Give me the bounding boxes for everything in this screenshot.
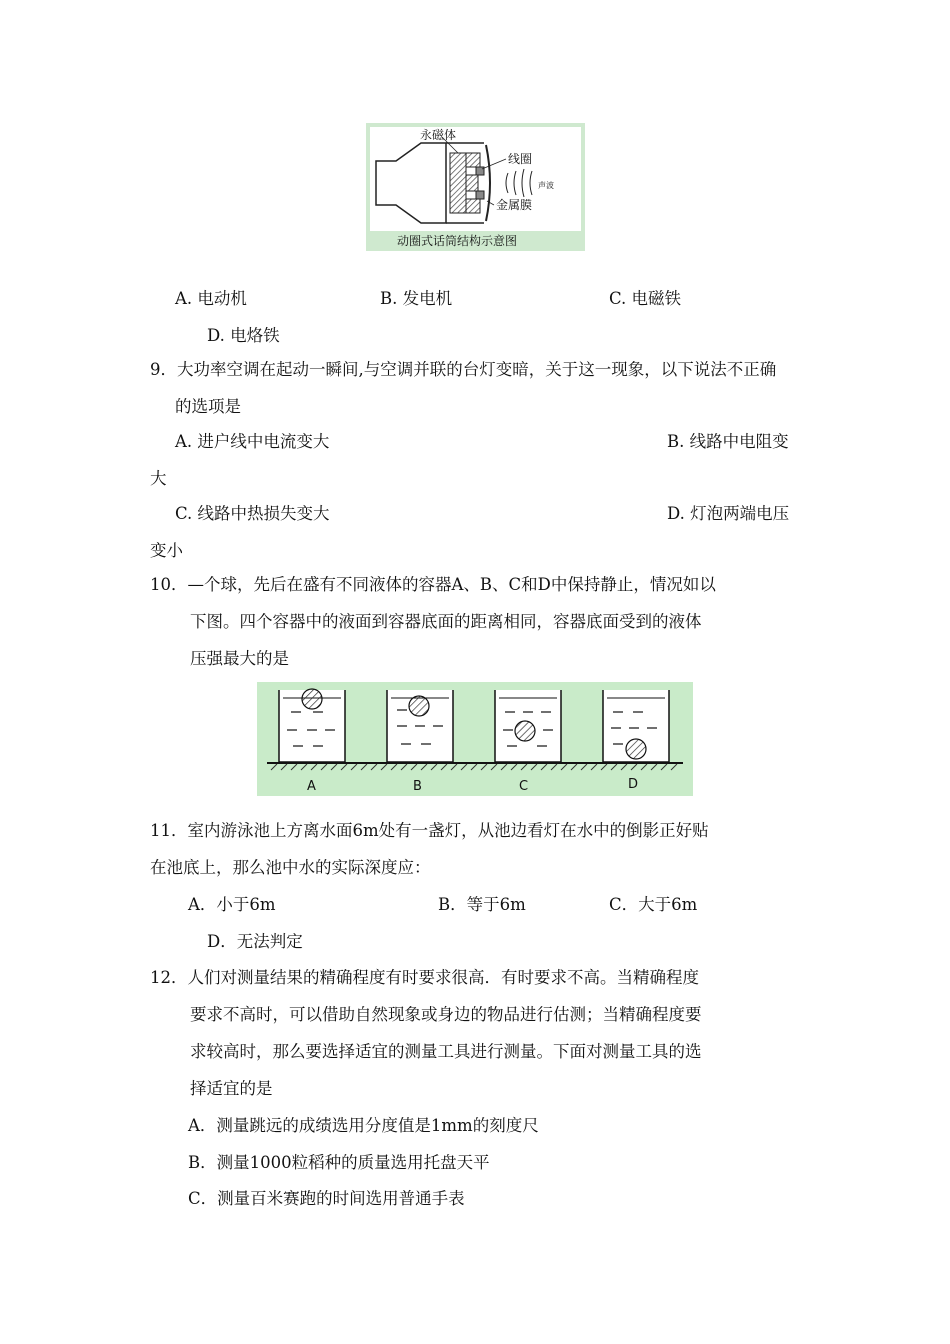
q8-option-a: A. 电动机	[175, 289, 247, 308]
label-magnet: 永磁体	[420, 128, 457, 142]
q12-option-b: B．测量1000粒稻种的质量选用托盘天平	[188, 1153, 490, 1172]
label-c: C	[519, 779, 529, 794]
q12-stem-line3: 求较高时，那么要选择适宜的测量工具进行测量。下面对测量工具的选	[190, 1042, 702, 1061]
container-a	[279, 689, 345, 762]
q11-option-c: C．大于6m	[609, 895, 698, 914]
q9-option-d-wrap: 变小	[150, 541, 183, 560]
label-a: A	[307, 779, 316, 794]
q8-option-d: D. 电烙铁	[207, 326, 280, 345]
q10-stem-line2: 下图。四个容器中的液面到容器底面的距离相同，容器底面受到的液体	[190, 612, 702, 631]
figure-caption: 动圈式话筒结构示意图	[397, 234, 518, 248]
q8-option-b: B. 发电机	[380, 289, 453, 308]
label-membrane: 金属膜	[496, 198, 533, 212]
q9-stem-line2: 的选项是	[175, 397, 241, 416]
q9-option-d: D. 灯泡两端电压	[667, 504, 790, 523]
q9-option-a: A. 进户线中电流变大	[175, 432, 330, 451]
label-coil: 线圈	[508, 152, 533, 166]
ball-d	[626, 739, 646, 759]
ball-c	[515, 721, 535, 741]
container-c	[495, 690, 561, 762]
container-b	[387, 690, 453, 762]
magnet-block	[450, 153, 466, 213]
q8-option-c: C. 电磁铁	[609, 289, 682, 308]
label-b: B	[413, 779, 422, 794]
label-sound: 声波	[538, 181, 554, 190]
q12-stem-line2: 要求不高时，可以借助自然现象或身边的物品进行估测；当精确程度要	[190, 1005, 702, 1024]
ball-a	[302, 689, 322, 709]
container-d	[603, 690, 669, 762]
q9-option-b: B. 线路中电阻变	[667, 432, 789, 451]
microphone-diagram	[366, 123, 585, 251]
q9-stem-line1: 9．大功率空调在起动一瞬间,与空调并联的台灯变暗，关于这一现象，以下说法不正确	[150, 360, 777, 379]
q11-option-d: D．无法判定	[207, 932, 303, 951]
q12-stem-line1: 12．人们对测量结果的精确程度有时要求很高．有时要求不高。当精确程度	[150, 968, 699, 987]
q10-stem-line3: 压强最大的是	[190, 649, 289, 668]
containers-diagram	[257, 682, 693, 796]
q11-option-b: B．等于6m	[438, 895, 526, 914]
q9-option-c: C. 线路中热损失变大	[175, 504, 330, 523]
coil-shape	[476, 167, 484, 175]
label-d: D	[628, 777, 639, 792]
q12-option-a: A．测量跳远的成绩选用分度值是1mm的刻度尺	[188, 1116, 539, 1135]
q11-stem-line1: 11．室内游泳池上方离水面6m处有一盏灯，从池边看灯在水中的倒影正好贴	[150, 821, 709, 840]
q11-stem-line2: 在池底上，那么池中水的实际深度应：	[150, 858, 431, 877]
ball-b	[409, 696, 429, 716]
q11-option-a: A．小于6m	[188, 895, 276, 914]
q12-option-c: C．测量百米赛跑的时间选用普通手表	[188, 1189, 465, 1208]
q10-stem-line1: 10．—个球，先后在盛有不同液体的容器A、B、C和D中保持静止，情况如以	[150, 575, 716, 594]
q9-option-b-wrap: 大	[150, 469, 167, 488]
q12-stem-line4: 择适宜的是	[190, 1079, 273, 1098]
